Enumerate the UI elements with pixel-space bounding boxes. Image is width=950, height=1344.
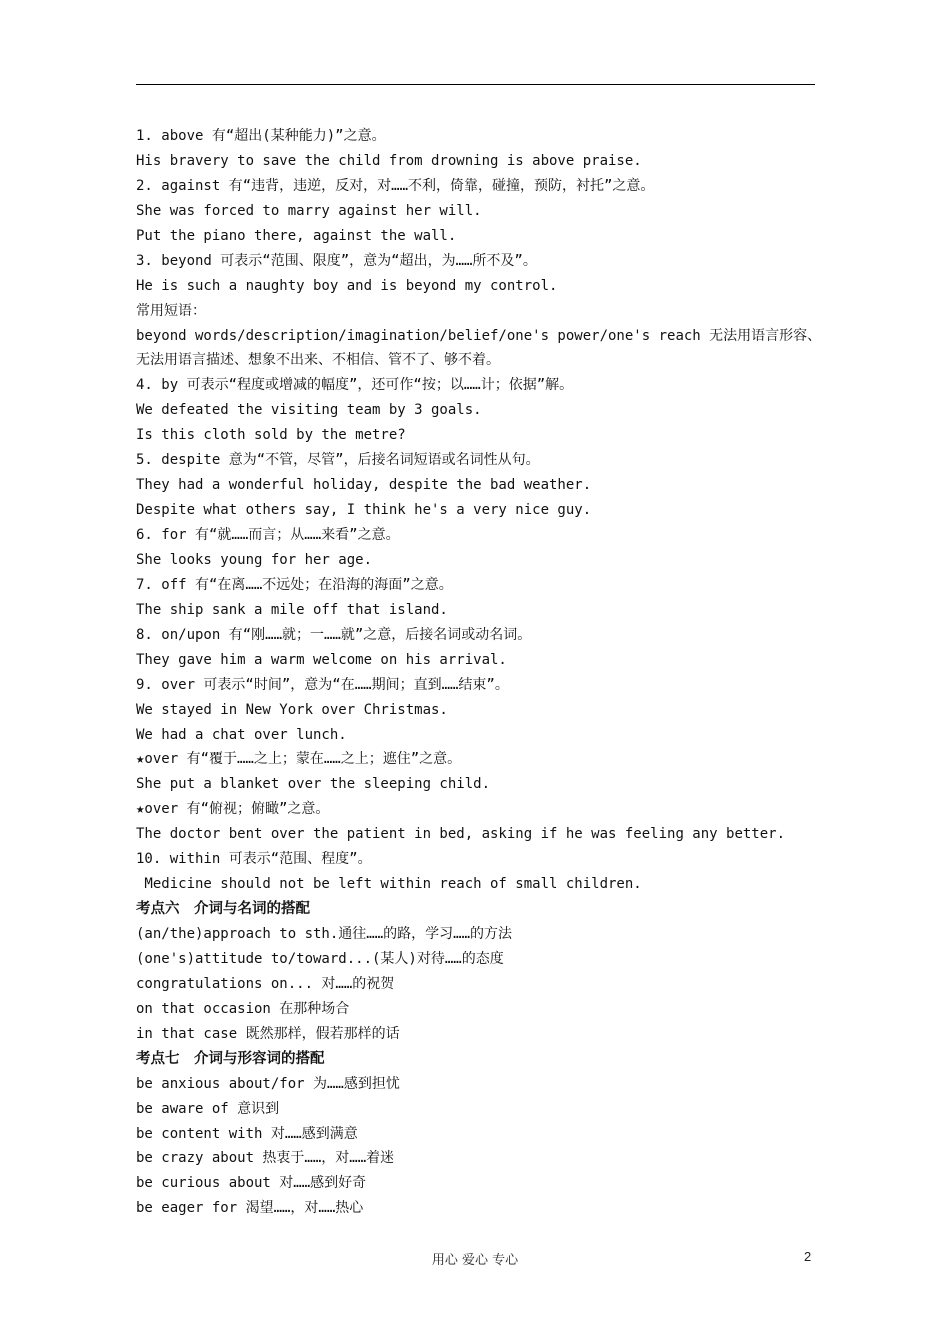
example-sentence: The doctor bent over the patient in bed, asking if he was feeling any better.: [136, 826, 786, 843]
star-note-over-cover: ★over 有“覆于……之上；蒙在……之上；遮住”之意。: [136, 751, 462, 768]
example-sentence: Despite what others say, I think he's a very nice guy.: [136, 502, 592, 519]
item-for-title: 6. for 有“就……而言；从……来看”之意。: [136, 527, 400, 544]
example-sentence: His bravery to save the child from drowning is above praise.: [136, 152, 642, 169]
collocation-item: in that case 既然那样，假若那样的话: [136, 1025, 400, 1042]
item-by-title: 4. by 可表示“程度或增减的幅度”，还可作“按；以……计；依据”解。: [136, 377, 574, 394]
item-off-title: 7. off 有“在离……不远处；在沿海的海面”之意。: [136, 576, 453, 593]
example-sentence: Is this cloth sold by the metre?: [136, 427, 406, 444]
section-heading-seven: 考点七 介词与形容词的搭配: [136, 1050, 325, 1067]
collocation-item: congratulations on... 对……的祝贺: [136, 975, 395, 992]
example-sentence: We stayed in New York over Christmas.: [136, 701, 448, 718]
document-body: [136, 124, 826, 1221]
example-sentence: We defeated the visiting team by 3 goals.: [136, 402, 482, 419]
example-sentence: She put a blanket over the sleeping child.: [136, 776, 491, 793]
example-sentence: Put the piano there, against the wall.: [136, 227, 457, 244]
example-sentence: He is such a naughty boy and is beyond my control.: [136, 277, 558, 294]
example-sentence: She looks young for her age.: [136, 551, 373, 568]
collocation-item: be crazy about 热衷于……，对……着迷: [136, 1150, 395, 1167]
example-sentence: We had a chat over lunch.: [136, 726, 347, 743]
page-number: 2: [804, 1249, 812, 1264]
item-above-title: 1. above 有“超出(某种能力)”之意。: [136, 128, 386, 144]
collocation-item: be curious about 对……感到好奇: [136, 1175, 367, 1192]
header-rule: [136, 84, 815, 85]
example-sentence: Medicine should not be left within reach of small children.: [136, 876, 642, 893]
item-despite-title: 5. despite 意为“不管，尽管”，后接名词短语或名词性从句。: [136, 452, 540, 469]
collocation-item: be aware of 意识到: [136, 1100, 280, 1117]
item-against-title: 2. against 有“违背，违逆，反对，对……不利，倚靠，碰撞，预防，衬托”之意。: [136, 177, 655, 194]
collocation-item: (an/the)approach to sth.通往……的路，学习……的方法: [136, 926, 513, 943]
example-sentence: The ship sank a mile off that island.: [136, 601, 448, 618]
collocation-item: (one's)attitude to/toward...(某人)对待……的态度: [136, 950, 504, 967]
collocation-item: be eager for 渴望……，对……热心: [136, 1200, 364, 1217]
beyond-phrases-paragraph: beyond words/description/imagination/belief/one's power/one's reach 无法用语言形容、无法用语言描述、想象不出来、不相信、管不了、够不着。: [136, 327, 822, 369]
item-over-title: 9. over 可表示“时间”，意为“在……期间；直到……结束”。: [136, 676, 509, 693]
common-phrases-label: 常用短语：: [136, 302, 206, 319]
collocation-item: on that occasion 在那种场合: [136, 1000, 350, 1017]
example-sentence: They gave him a warm welcome on his arrival.: [136, 651, 507, 668]
item-on-upon-title: 8. on/upon 有“刚……就；一……就”之意，后接名词或动名词。: [136, 626, 532, 643]
item-within-title: 10. within 可表示“范围、程度”。: [136, 851, 372, 868]
star-note-over-overlook: ★over 有“俯视；俯瞰”之意。: [136, 801, 330, 818]
item-beyond-title: 3. beyond 可表示“范围、限度”，意为“超出，为……所不及”。: [136, 252, 537, 269]
example-sentence: She was forced to marry against her will.: [136, 202, 482, 219]
page-footer: 用心 爱心 专心: [431, 1253, 519, 1268]
collocation-item: be anxious about/for 为……感到担忧: [136, 1075, 400, 1092]
section-heading-six: 考点六 介词与名词的搭配: [136, 901, 310, 918]
collocation-item: be content with 对……感到满意: [136, 1125, 358, 1142]
example-sentence: They had a wonderful holiday, despite the bad weather.: [136, 477, 592, 494]
